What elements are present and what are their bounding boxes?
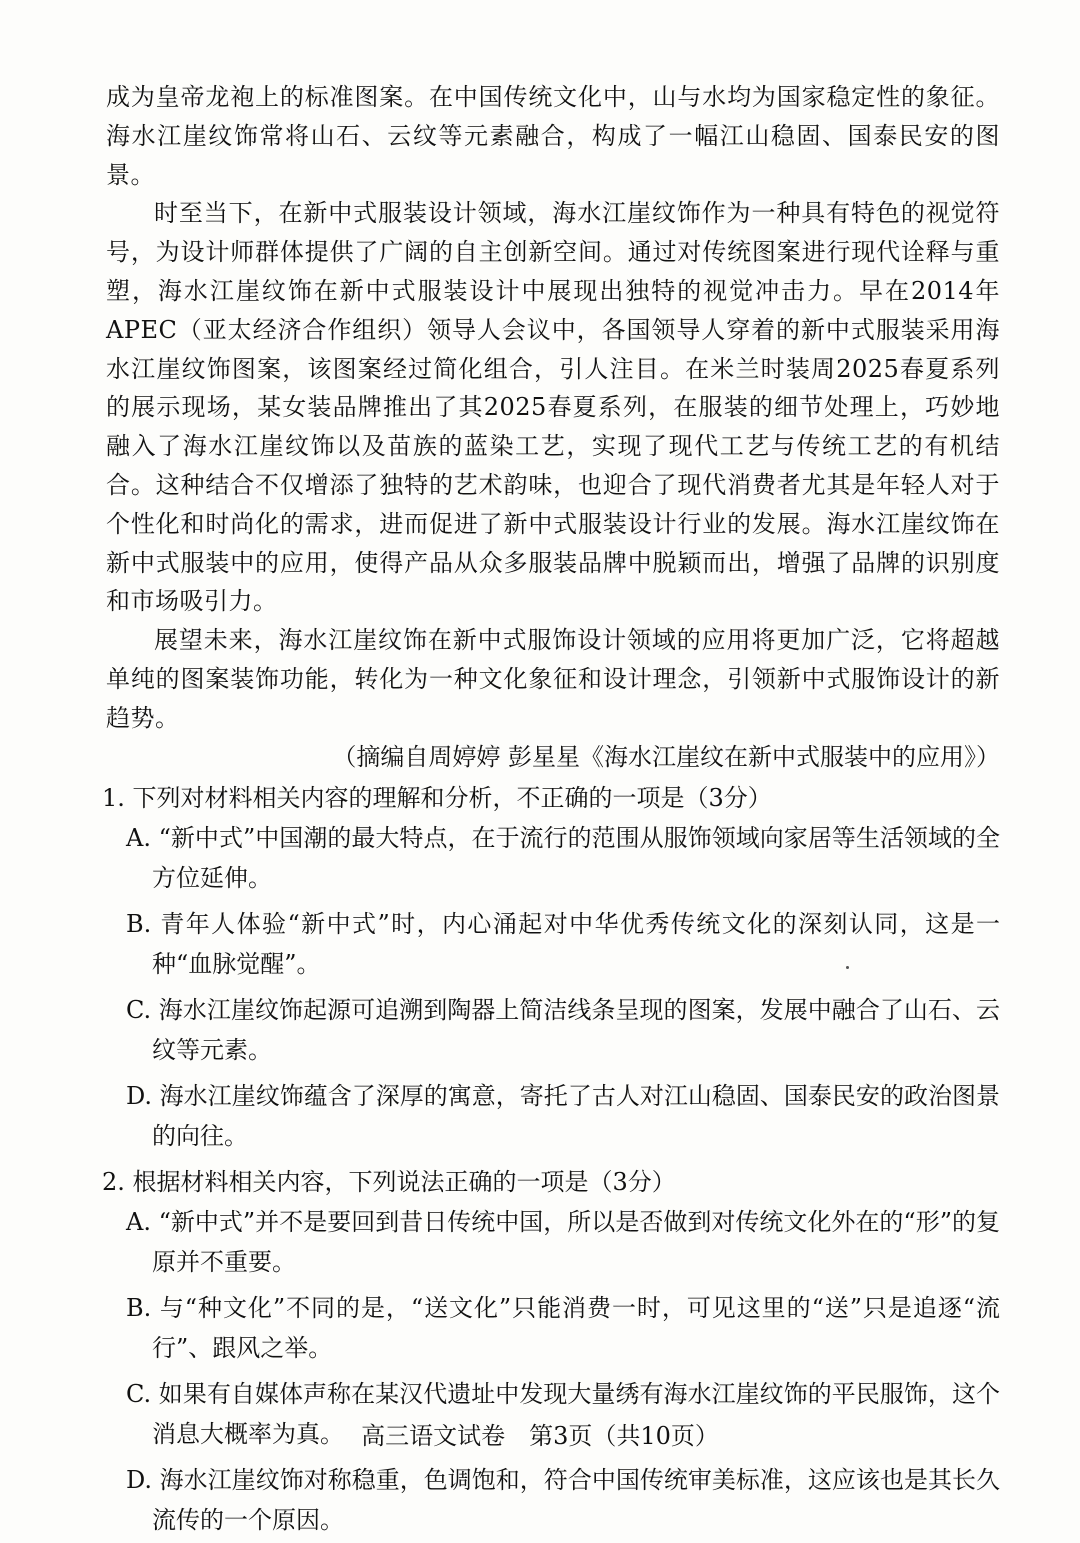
passage-citation: （摘编自周婷婷 彭星星《海水江崖纹在新中式服装中的应用》） bbox=[332, 742, 1000, 771]
scan-speck bbox=[846, 966, 849, 969]
passage-paragraph-2: 时至当下，在新中式服装设计领域，海水江崖纹饰作为一种具有特色的视觉符号，为设计师群体提供了广阔的自主创新空间。通过对传统图案进行现代诠释与重塑，海水江崖纹饰在新中式服装设计中展现出独特的视觉冲击力。早在2014年APEC（亚太经济合作组织）领导人会议中，各国领导人穿着的新中式服装采用海水江崖纹饰图案，该图案经过简化组合，引人注目。在米兰时装周2025春夏系列的展示现场，某女装品牌推出了其2025春夏系列，在服装的细节处理上，巧妙地融入了海水江崖纹饰以及苗族的蓝染工艺，实现了现代工艺与传统工艺的有机结合。这种结合不仅增添了独特的艺术韵味，也迎合了现代消费者尤其是年轻人对于个性化和时尚化的需求，进而促进了新中式服装设计行业的发展。海水江崖纹饰在新中式服装中的应用，使得产品从众多服装品牌中脱颖而出，增强了品牌的识别度和市场吸引力。 bbox=[106, 199, 1000, 616]
question-1-stem: 1. 下列对材料相关内容的理解和分析，不正确的一项是（3分） bbox=[102, 783, 772, 812]
question-1-option-c: C. 海水江崖纹饰起源可追溯到陶器上简洁线条呈现的图案，发展中融合了山石、云纹等元素。 bbox=[126, 995, 1000, 1064]
question-2-option-c: C. 如果有自媒体声称在某汉代遗址中发现大量绣有海水江崖纹饰的平民服饰，这个消息大概率为真。 bbox=[126, 1379, 1000, 1448]
question-2-option-a: A. “新中式”并不是要回到昔日传统中国，所以是否做到对传统文化外在的“形”的复原并不重要。 bbox=[126, 1207, 1000, 1276]
question-2-option-b: B. 与“种文化”不同的是，“送文化”只能消费一时，可见这里的“送”只是追逐“流行”、跟风之举。 bbox=[126, 1293, 1000, 1362]
question-2-stem: 2. 根据材料相关内容，下列说法正确的一项是（3分） bbox=[102, 1167, 676, 1196]
question-2-option-d: D. 海水江崖纹饰对称稳重，色调饱和，符合中国传统审美标准，这应该也是其长久流传的一个原因。 bbox=[126, 1465, 1000, 1534]
question-1 bbox=[102, 778, 1000, 1156]
question-1-option-d: D. 海水江崖纹饰蕴含了深厚的寓意，寄托了古人对江山稳固、国泰民安的政治图景的向往。 bbox=[126, 1081, 1000, 1150]
question-2 bbox=[102, 1162, 1000, 1540]
question-1-option-b: B. 青年人体验“新中式”时，内心涌起对中华优秀传统文化的深刻认同，这是一种“血脉觉醒”。 bbox=[126, 909, 1000, 978]
reading-passage bbox=[106, 78, 1000, 776]
passage-paragraph-1: 成为皇帝龙袍上的标准图案。在中国传统文化中，山与水均为国家稳定性的象征。海水江崖纹饰常将山石、云纹等元素融合，构成了一幅江山稳固、国泰民安的图景。 bbox=[106, 83, 1000, 189]
page-footer: 高三语文试卷 第3页（共10页） bbox=[361, 1422, 719, 1450]
question-1-option-a: A. “新中式”中国潮的最大特点，在于流行的范围从服饰领域向家居等生活领域的全方位延伸。 bbox=[126, 823, 1000, 892]
passage-paragraph-3: 展望未来，海水江崖纹饰在新中式服饰设计领域的应用将更加广泛，它将超越单纯的图案装饰功能，转化为一种文化象征和设计理念，引领新中式服饰设计的新趋势。 bbox=[106, 626, 1000, 732]
